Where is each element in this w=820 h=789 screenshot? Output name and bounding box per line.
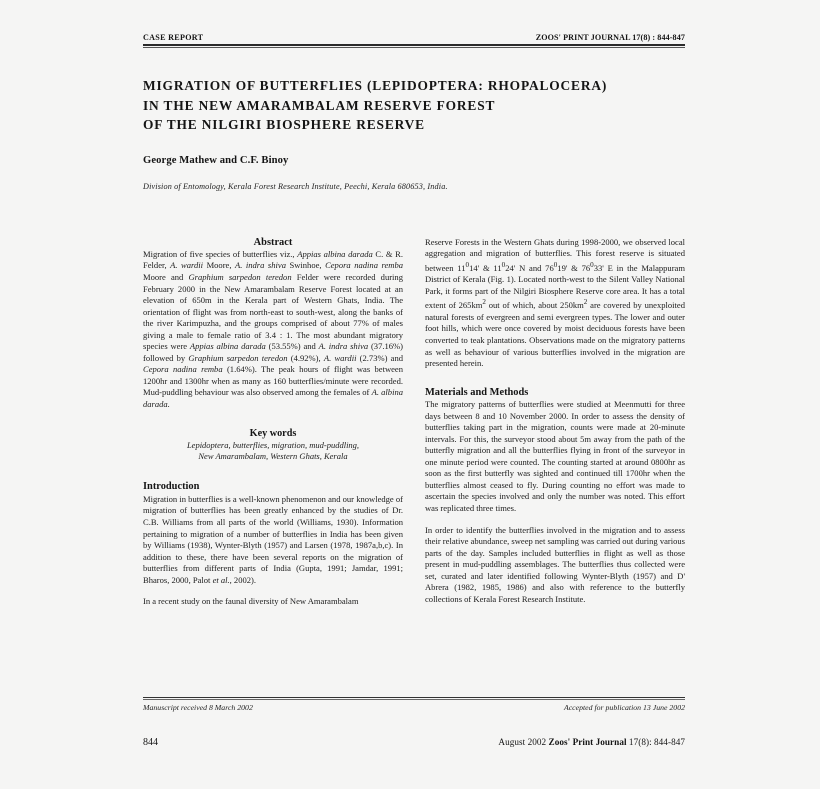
running-head-right: ZOOS' PRINT JOURNAL 17(8) : 844-847 bbox=[535, 33, 685, 42]
introduction-continuation: Reserve Forests in the Western Ghats during 1998-2000, we observed local aggregation and migration of butterflies. This forest reserve is situated between $11^014'$ & $11^024'$ N and $76^019'$ & $76^033'$ E in the Malappuram District of Kerala (Fig. 1). Located north-west to the Silent Valley National Park, it forms part of the Nilgiri Biosphere Reserve core area. It has a total extent of $265km^2$ out of which, about $250km^2$ are covered by unexploited natural forests of evergreen and semi evergreen types. The lower and outer foot hills, which were once covered by moist deciduous forests have been converted to teak plantations. Observations made on the migratory patterns as well as behaviour of various butterflies involved in the migration are presented herein. bbox=[425, 236, 685, 369]
footer-citation bbox=[498, 737, 685, 747]
methods-paragraph-1: The migratory patterns of butterflies were studied at Meenmutti for three days between 8 and 10 November 2000. In order to assess the density of butterflies taking part in the migration, counts were made at 20-minute intervals. For this, the surveyor stood about 5m away from the path of the butterfly migration and all the butterflies flying in front of the surveyor in one minute period were counted. The counting started at around 0800hr as soon as the first butterfly was sighted and continued till 1700hr when the butterflies almost ceased to fly. During counting no effort was made to ascertain the species involved and only the number was noted. This effort was replicated three times. bbox=[425, 399, 685, 514]
footer-citation-journal: Zoos' Print Journal bbox=[548, 737, 627, 747]
received-date: Manuscript received 8 March 2002 bbox=[143, 703, 253, 712]
introduction-paragraph-1: Migration in butterflies is a well-known phenomenon and our knowledge of migration of butterflies has been greatly enhanced by the studies of Dr. C.B. Williams from all parts of the world (Williams, 1930). Information pertaining to migration of a number of butterflies in India has been given by Williams (1938), Wynter-Blyth (1957) and Larsen (1978, 1987a,b,c). In addition to these, there have been several reports on the migration of butterflies from different parts of India (Gupta, 1991; Jamdar, 1991; Bharos, 2000, Palot et al., 2002). bbox=[143, 493, 403, 585]
author-list: George Mathew and C.F. Binoy bbox=[143, 154, 289, 166]
materials-methods-heading: Materials and Methods bbox=[425, 386, 529, 398]
title-block bbox=[143, 76, 685, 191]
introduction-heading: Introduction bbox=[143, 481, 200, 493]
keywords-heading: Key words bbox=[249, 427, 297, 439]
body-columns bbox=[143, 237, 685, 608]
page-content bbox=[143, 33, 685, 608]
abstract-heading: Abstract bbox=[253, 236, 293, 248]
left-column bbox=[143, 237, 403, 608]
keywords-line-2: New Amarambalam, Western Ghats, Kerala bbox=[198, 450, 348, 461]
methods-paragraph-2: In order to identify the butterflies involved in the migration and to assess their relative abundance, sweep net sampling was carried out during various parts of the day. Samples included butterflies in flight as well as those present in mud-puddling assemblages. The butterflies thus collected were set, curated and later identified following Wynter-Blyth (1957) and D' Abrera (1982, 1985, 1986) and also with reference to the butterfly collections of Kerala Forest Research Institute. bbox=[425, 524, 685, 604]
accepted-date: Accepted for publication 13 June 2002 bbox=[563, 703, 685, 712]
keywords-list bbox=[143, 440, 403, 463]
page-title-line-1: MIGRATION OF BUTTERFLIES (LEPIDOPTERA: RHOPALOCERA) bbox=[143, 78, 608, 94]
footer-divider bbox=[143, 697, 685, 700]
page-title-line-3: OF THE NILGIRI BIOSPHERE RESERVE bbox=[143, 117, 425, 133]
running-head bbox=[143, 33, 685, 42]
footer-citation-prefix: August 2002 bbox=[498, 737, 549, 747]
header-divider bbox=[143, 44, 685, 48]
manuscript-dates bbox=[143, 703, 685, 712]
page-number: 844 bbox=[143, 737, 158, 748]
running-head-left: CASE REPORT bbox=[143, 33, 204, 42]
introduction-paragraph-2: In a recent study on the faunal diversity of New Amarambalam bbox=[143, 596, 359, 607]
abstract-text: Migration of five species of butterflies viz., Appias albina darada C. & R. Felder, A. wardii Moore, A. indra shiva Swinhoe, Cepora nadina remba Moore and Graphium sarpedon teredon Felder were recorded during February 2000 in the New Amarambalam Reserve Forest located at an elevation of 650m in the Kerala part of Western Ghats, India. The orientation of flight was from north-east to south-west, along the banks of the river Karimpuzha, and the groups comprised of about 77% of males giving a male to female ratio of 3.4 : 1. The most abundant migratory species were Appias albina darada (53.55%) and A. indra shiva (37.16%) followed by Graphium sarpedon teredon (4.92%), A. wardii (2.73%) and Cepora nadina remba (1.64%). The peak hours of flight was between 1200hr and 1300hr when as many as 160 butterflies/minute were recorded. Mud-puddling behaviour was also observed among the females of A. albina darada. bbox=[143, 248, 404, 409]
right-column bbox=[425, 237, 685, 608]
page-footer bbox=[143, 737, 685, 748]
page-title-line-2: IN THE NEW AMARAMBALAM RESERVE FOREST bbox=[143, 97, 496, 113]
affiliation: Division of Entomology, Kerala Forest Research Institute, Peechi, Kerala 680653, India. bbox=[143, 181, 448, 191]
keywords-line-1: Lepidoptera, butterflies, migration, mud-puddling, bbox=[186, 439, 360, 450]
footer-citation-suffix: 17(8): 844-847 bbox=[626, 737, 685, 747]
